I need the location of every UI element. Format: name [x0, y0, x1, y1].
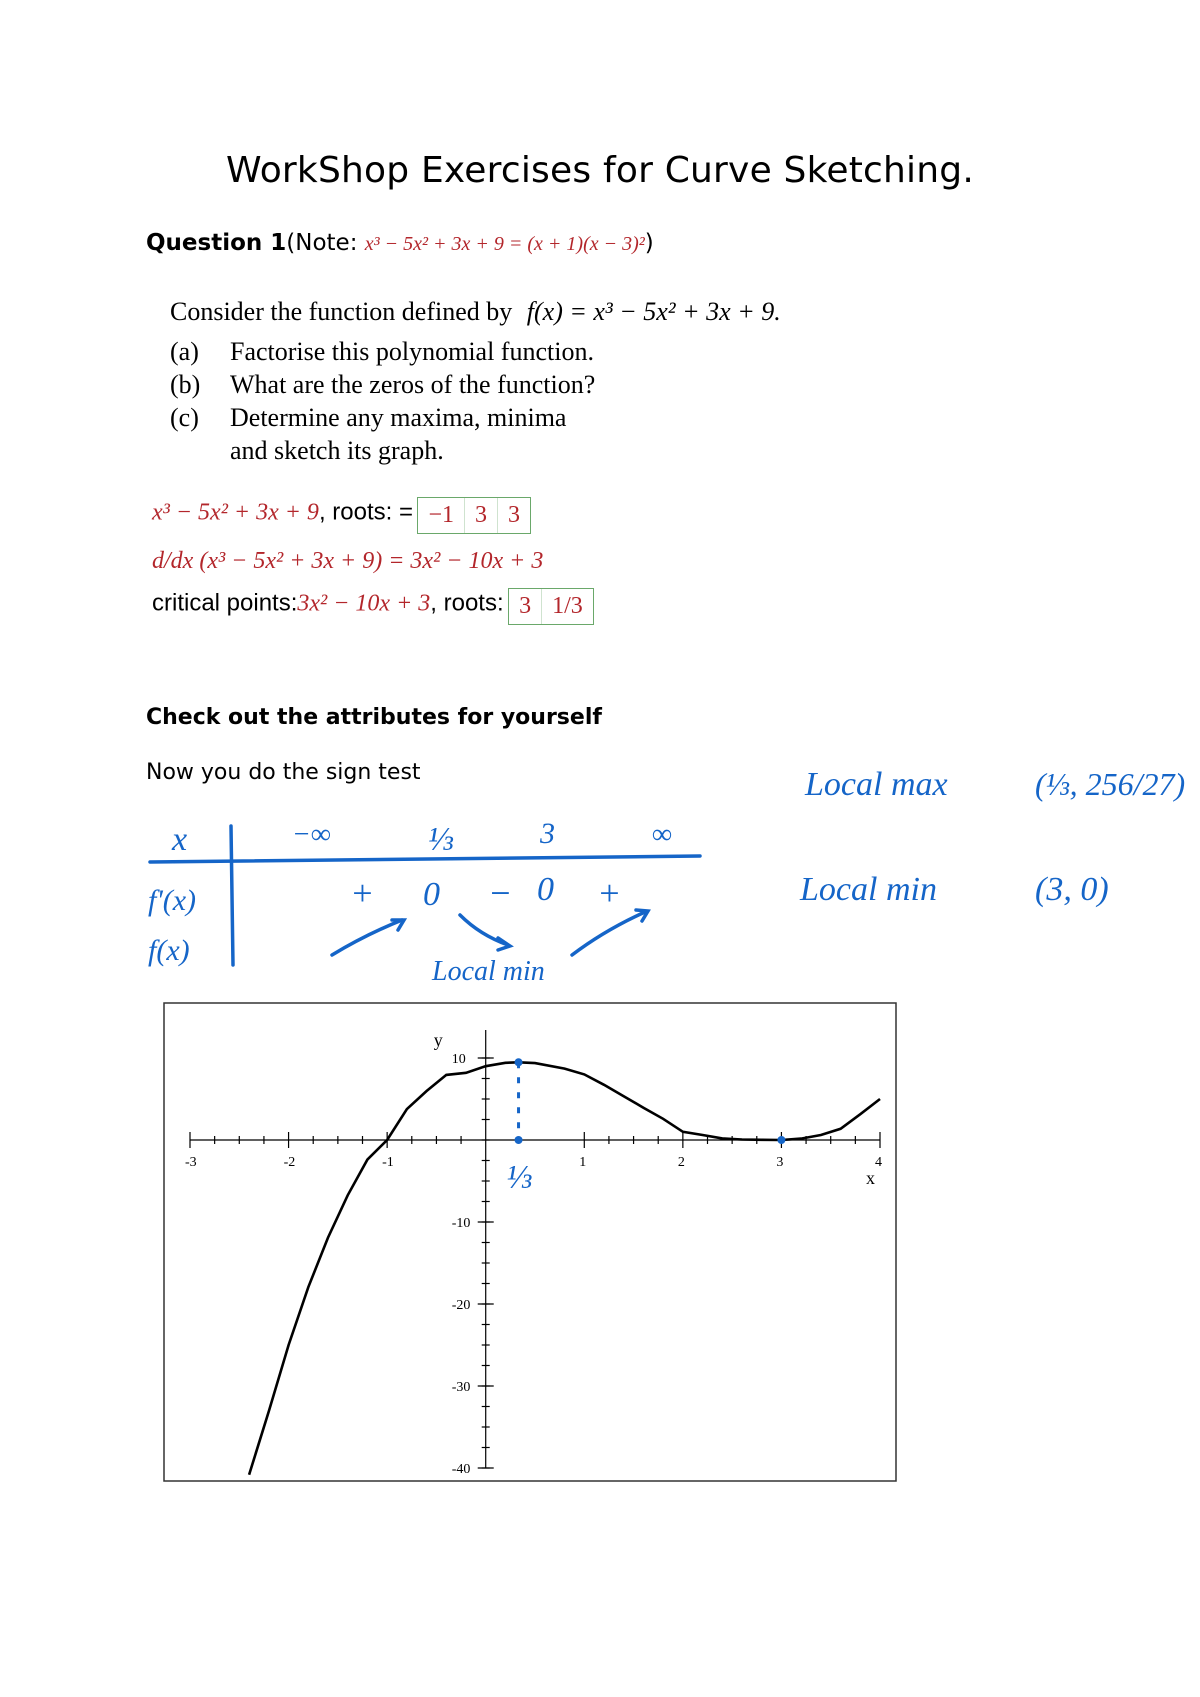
x-tick-label: -3: [185, 1155, 197, 1170]
function-graph: [0, 990, 1200, 1500]
x-tick-label: -2: [283, 1155, 296, 1170]
item-label: (b): [170, 370, 201, 399]
x-tick-label: 2: [677, 1155, 685, 1170]
sign-minus: −: [488, 873, 513, 913]
item-label: (c): [170, 403, 199, 432]
sign-plus-1: +: [350, 873, 375, 913]
x-tick-label: 1: [579, 1155, 587, 1170]
root-value: 3: [507, 502, 520, 528]
y-axis-label: y: [433, 1030, 443, 1050]
root-value: 3: [509, 589, 542, 624]
local-max-text: Local max: [805, 766, 948, 803]
root-value: 1/3: [552, 593, 583, 619]
question-label: Question 1: [146, 230, 287, 256]
work-expr: x³ − 5x² + 3x + 9: [152, 499, 319, 526]
local-min-table-label: Local min: [432, 956, 545, 987]
col-inf: ∞: [652, 819, 672, 850]
local-min-point: (3, 0): [1035, 871, 1109, 908]
derivative-expr: d/dx (x³ − 5x² + 3x + 9) = 3x² − 10x + 3: [152, 548, 544, 574]
x-tick-label: 3: [776, 1155, 784, 1170]
work-text: , roots: =: [318, 498, 413, 526]
note-prefix: (Note: [286, 230, 350, 256]
item-text: and sketch its graph.: [230, 436, 444, 465]
y-tick-label: -30: [451, 1380, 471, 1395]
increasing-arrow: [332, 920, 402, 955]
annotation-dot: [515, 1058, 523, 1066]
y-tick-label: 10: [451, 1052, 466, 1067]
table-f-label: f(x): [148, 934, 190, 967]
increasing-arrow: [572, 912, 645, 955]
annotation-dot: [515, 1136, 523, 1144]
sign-zero-1: 0: [423, 876, 440, 913]
y-tick-label: -10: [451, 1216, 471, 1231]
check-header: Check out the attributes for yourself: [146, 705, 602, 730]
problem-function: f(x) = x³ − 5x² + 3x + 9.: [526, 297, 781, 326]
local-min-text: Local min: [800, 871, 937, 908]
third-annotation-label: ⅓: [506, 1159, 533, 1196]
x-tick-label: -1: [382, 1155, 394, 1170]
item-text: What are the zeros of the function?: [230, 370, 596, 399]
item-text: Factorise this polynomial function.: [230, 337, 594, 366]
graph-frame: [164, 1003, 896, 1481]
root-value: −1: [418, 498, 465, 533]
critical-label: critical points:: [152, 589, 298, 617]
y-tick-label: -40: [451, 1462, 471, 1477]
item-text: Determine any maxima, minima: [230, 403, 567, 432]
note-colon: :: [349, 230, 358, 256]
note-expression: x³ − 5x² + 3x + 9 = (x + 1)(x − 3)²: [364, 233, 645, 255]
critical-text: , roots:: [430, 589, 504, 617]
arrowhead-icon: [498, 938, 510, 950]
page-title: WorkShop Exercises for Curve Sketching.: [226, 150, 974, 191]
y-tick-label: -20: [451, 1298, 471, 1313]
min-point-dot: [777, 1136, 785, 1144]
col-three: 3: [540, 817, 555, 850]
table-fprime-label: f'(x): [148, 884, 197, 917]
table-x-label: x: [172, 821, 188, 858]
x-axis-label: x: [866, 1168, 875, 1188]
note-suffix: ): [644, 230, 654, 256]
sign-test-text: Now you do the sign test: [146, 760, 421, 785]
col-neg-inf: −∞: [292, 819, 331, 850]
x-tick-label: 4: [875, 1155, 882, 1170]
sign-zero-2: 0: [537, 871, 554, 908]
sign-plus-2: +: [597, 873, 622, 913]
local-max-point: (⅓, 256/27): [1035, 766, 1186, 802]
sign-table-vline: [231, 826, 233, 965]
item-label: (a): [170, 337, 199, 366]
critical-expr: 3x² − 10x + 3: [297, 590, 431, 617]
col-third: ⅓: [428, 821, 454, 858]
problem-intro-text: Consider the function defined by: [170, 297, 513, 326]
root-value: 3: [465, 498, 498, 533]
